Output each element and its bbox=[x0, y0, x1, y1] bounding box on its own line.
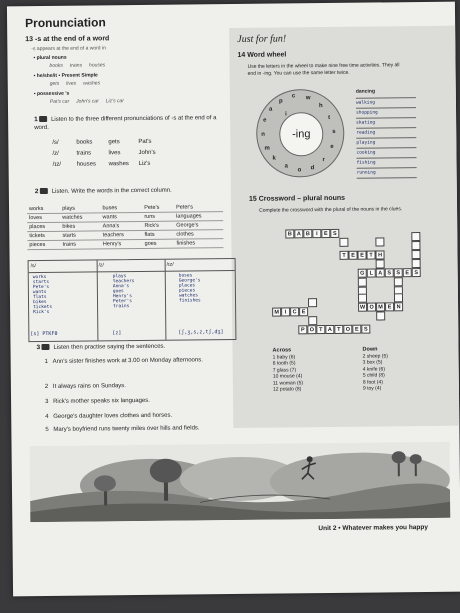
wheel-center: -ing bbox=[279, 112, 323, 156]
crossword-cell[interactable]: P bbox=[298, 325, 307, 334]
word-table bbox=[27, 203, 223, 250]
word: books bbox=[76, 139, 93, 146]
sentence-3 bbox=[45, 396, 230, 406]
table-cell: flats bbox=[142, 230, 174, 239]
present-simple-label: • he/she/it • Present Simple bbox=[33, 72, 98, 80]
section-14-title: 14 Word wheel bbox=[237, 51, 287, 59]
crossword-cell[interactable]: S bbox=[385, 268, 394, 277]
across-clues bbox=[273, 347, 353, 393]
section-13-heading bbox=[25, 35, 109, 43]
table-cell: Anna's bbox=[101, 221, 143, 230]
plural-nouns-label: • plural nouns bbox=[33, 54, 67, 62]
crossword-cell-blank[interactable] bbox=[375, 237, 384, 246]
crossword-cell[interactable]: N bbox=[394, 302, 403, 311]
clue: 5 child (8) bbox=[362, 372, 385, 379]
hand-word: Anna's bbox=[112, 283, 130, 289]
exercise-2-instruction bbox=[35, 186, 230, 196]
hand-word: Henry's bbox=[112, 293, 132, 299]
crossword-cell[interactable]: E bbox=[349, 251, 358, 260]
crossword-cell[interactable]: A bbox=[376, 268, 385, 277]
hand-note-s: [s] PTKFθ bbox=[30, 330, 58, 338]
crossword-cell[interactable]: C bbox=[290, 307, 299, 316]
crossword-cell[interactable]: S bbox=[412, 268, 421, 277]
crossword-cell-blank[interactable] bbox=[376, 259, 385, 268]
crossword-cell[interactable]: I bbox=[312, 229, 321, 238]
clue: 6 tooth (5) bbox=[272, 360, 296, 367]
down-heading: Down bbox=[362, 346, 378, 353]
crossword-cell-blank[interactable] bbox=[308, 298, 317, 307]
wheel-letter: s bbox=[332, 128, 336, 135]
hand-word: Pete's bbox=[32, 284, 50, 290]
across-heading: Across bbox=[272, 347, 292, 354]
sentence-number: 1 bbox=[44, 358, 49, 365]
possessive-examples bbox=[50, 98, 180, 106]
column-header: /z/ bbox=[97, 260, 165, 272]
crossword-cell-blank[interactable] bbox=[394, 293, 403, 302]
ex1-row-z bbox=[52, 149, 155, 158]
hand-word: tickets bbox=[33, 304, 53, 310]
crossword-cell[interactable]: I bbox=[281, 307, 290, 316]
audio-icon[interactable] bbox=[42, 344, 50, 350]
s13-intro: -s appears at the end of a word in bbox=[31, 45, 106, 53]
crossword-cell[interactable]: A bbox=[294, 229, 303, 238]
word: John's bbox=[138, 149, 156, 156]
crossword-cell[interactable]: G bbox=[358, 269, 367, 278]
example-word: lives bbox=[66, 80, 77, 87]
crossword-cell[interactable]: T bbox=[367, 251, 376, 260]
table-cell: trains bbox=[61, 240, 101, 249]
phoneme: /s/ bbox=[52, 139, 59, 146]
sentence-text: Rick's mother speaks six languages. bbox=[53, 397, 150, 405]
hand-word: watches bbox=[178, 292, 198, 299]
crossword-cell[interactable]: M bbox=[272, 308, 281, 317]
hand-word: Peter's bbox=[112, 298, 133, 304]
present-examples bbox=[50, 80, 170, 88]
answer-line: skating bbox=[356, 118, 416, 129]
clue: 11 woman (5) bbox=[272, 379, 304, 387]
workbook-page bbox=[7, 2, 460, 597]
hand-word: finishes bbox=[178, 297, 201, 304]
crossword-cell[interactable]: O bbox=[343, 325, 352, 334]
wheel-letter: d bbox=[310, 165, 315, 172]
table-cell: loves bbox=[27, 213, 60, 222]
wheel-letter: t bbox=[328, 114, 331, 122]
column-header: /s/ bbox=[29, 260, 97, 272]
ex1-row-s bbox=[52, 138, 151, 147]
wheel-letter: h bbox=[318, 103, 323, 110]
crossword-cell-blank[interactable] bbox=[411, 250, 420, 259]
example-word: Pat's car bbox=[49, 98, 70, 105]
example-word: John's car bbox=[76, 98, 99, 105]
table-cell: wants bbox=[100, 212, 142, 221]
table-cell: languages bbox=[174, 212, 223, 222]
word: trains bbox=[76, 150, 92, 157]
pronunciation-title: Pronunciation bbox=[25, 15, 106, 31]
hand-word: starts bbox=[32, 279, 50, 285]
column-s bbox=[29, 260, 99, 341]
table-cell: goes bbox=[143, 239, 175, 248]
example-word: Liz's car bbox=[105, 98, 124, 105]
clue: 3 box (5) bbox=[362, 359, 383, 366]
example-word: trains bbox=[69, 62, 83, 69]
wheel-letter: i bbox=[285, 111, 287, 118]
example-word: gets bbox=[49, 80, 60, 87]
table-cell: teachers bbox=[101, 230, 143, 239]
word: washes bbox=[108, 161, 129, 168]
table-cell: works bbox=[27, 205, 60, 214]
hand-word: teachers bbox=[112, 278, 135, 284]
clue: 8 foot (4) bbox=[362, 378, 383, 386]
table-cell: Pete's bbox=[142, 204, 174, 213]
table-cell: watches bbox=[60, 213, 100, 222]
section-14-text: Use the letters in the wheel to make nine free time activities. They all end in -ing. You can use the same letter twice. bbox=[247, 62, 400, 77]
hand-word: pieces bbox=[178, 287, 196, 294]
table-cell: starts bbox=[60, 231, 100, 240]
exercise-2-number: 2 bbox=[34, 188, 39, 196]
table-cell: bikes bbox=[60, 222, 100, 231]
just-for-fun-title: Just for fun! bbox=[237, 33, 287, 45]
crossword-cell[interactable]: T bbox=[334, 325, 343, 334]
crossword-cell[interactable]: W bbox=[358, 303, 367, 312]
crossword-cell-blank[interactable] bbox=[412, 259, 421, 268]
word: gets bbox=[108, 139, 120, 146]
column-z bbox=[97, 260, 167, 341]
wheel-letter: a bbox=[268, 106, 273, 113]
crossword-cell[interactable]: O bbox=[367, 303, 376, 312]
hand-word: goes bbox=[112, 288, 124, 294]
crossword-cell[interactable]: S bbox=[330, 229, 339, 238]
audio-icon[interactable] bbox=[39, 116, 47, 122]
page-footer: Unit 2 • Whatever makes you happy bbox=[318, 523, 429, 533]
example-answer: dancing bbox=[356, 88, 416, 99]
wheel-letter: n bbox=[261, 131, 265, 138]
example-word: houses bbox=[88, 62, 106, 69]
answer-line: playing bbox=[356, 138, 416, 149]
section-15-text: Complete the crossword with the plural of the nouns in the clues. bbox=[259, 206, 403, 214]
audio-icon[interactable] bbox=[40, 188, 48, 194]
clue: 2 sheep (5) bbox=[362, 352, 388, 360]
table-cell: Rick's bbox=[142, 221, 174, 230]
present-label-text: he/she/it • Present Simple bbox=[36, 72, 98, 80]
table-cell: Peter's bbox=[174, 203, 223, 212]
crossword-cell-blank[interactable] bbox=[376, 311, 385, 320]
table-cell: plays bbox=[60, 204, 100, 213]
crossword-cell-blank[interactable] bbox=[339, 238, 348, 247]
table-cell: finishes bbox=[174, 239, 223, 249]
answer-list bbox=[356, 88, 417, 179]
crossword-cell[interactable]: A bbox=[325, 325, 334, 334]
exercise-1-number: 1 bbox=[34, 116, 38, 124]
possessive-label-text: possessive 's bbox=[36, 90, 70, 98]
hand-word: buses bbox=[178, 272, 193, 279]
sentence-2 bbox=[45, 381, 230, 391]
table-row bbox=[27, 239, 223, 250]
crossword-cell[interactable]: E bbox=[352, 325, 361, 334]
answer-line: fishing bbox=[357, 158, 417, 169]
sentence-4 bbox=[45, 411, 230, 421]
wheel-letter: c bbox=[291, 93, 296, 100]
ex1-row-iz bbox=[53, 160, 151, 169]
word: Pat's bbox=[138, 138, 152, 145]
hand-word: Rick's bbox=[33, 309, 50, 315]
sentence-text: Mary's boyfriend runs twenty miles over hills and fields. bbox=[53, 425, 200, 433]
sentence-text: Ann's sister finishes work at 3.00 on Monday afternoons. bbox=[52, 357, 203, 365]
crossword-cell-blank[interactable] bbox=[411, 241, 420, 250]
clue: 7 glass (7) bbox=[272, 366, 297, 374]
clue: 1 baby (6) bbox=[272, 353, 296, 361]
wheel-letter: e bbox=[263, 117, 267, 124]
possessive-label: • possessive 's bbox=[33, 90, 70, 98]
hand-word: plays bbox=[112, 273, 127, 279]
hand-word: flats bbox=[32, 294, 47, 300]
table-cell: buses bbox=[100, 204, 142, 213]
wheel-letter: a bbox=[284, 163, 288, 170]
crossword-cell[interactable]: E bbox=[358, 251, 367, 260]
exercise-2-text: Listen. Write the words in the correct column. bbox=[51, 187, 172, 195]
column-iz bbox=[165, 259, 236, 340]
table-cell: tickets bbox=[27, 231, 60, 240]
hand-word: bikes bbox=[32, 299, 47, 305]
exercise-3-text: Listen then practise saying the sentences. bbox=[53, 343, 166, 351]
crossword-cell[interactable]: L bbox=[367, 269, 376, 278]
crossword-cell[interactable]: S bbox=[361, 325, 370, 334]
word: houses bbox=[76, 161, 96, 168]
table-cell: George's bbox=[174, 221, 223, 231]
hand-word: works bbox=[32, 274, 47, 280]
crossword-cell-blank[interactable] bbox=[394, 277, 403, 286]
handwritten-s-list bbox=[29, 272, 97, 317]
plural-label-text: plural nouns bbox=[36, 54, 67, 62]
wheel-letter: p bbox=[278, 98, 283, 105]
crossword-cell-blank[interactable] bbox=[411, 232, 420, 241]
hand-word: places bbox=[178, 282, 196, 289]
hand-word: trains bbox=[113, 303, 130, 309]
sentence-number: 3 bbox=[45, 398, 49, 405]
answer-line: reading bbox=[356, 128, 416, 139]
answer-line: running bbox=[357, 168, 417, 179]
wheel-letter: m bbox=[264, 145, 270, 152]
hand-word: wants bbox=[32, 289, 47, 295]
crossword-cell[interactable]: B bbox=[303, 229, 312, 238]
sentence-number: 5 bbox=[45, 426, 49, 433]
table-cell: Henry's bbox=[101, 239, 143, 248]
handwritten-iz-list bbox=[165, 270, 235, 305]
crossword-cell[interactable]: T bbox=[340, 251, 349, 260]
word: Liz's bbox=[138, 160, 151, 167]
crossword-cell[interactable]: E bbox=[385, 302, 394, 311]
crossword-cell[interactable]: S bbox=[394, 268, 403, 277]
section-15-title: 15 Crossword – plural nouns bbox=[248, 194, 346, 203]
table-cell: pieces bbox=[27, 240, 60, 249]
crossword-cell[interactable]: M bbox=[376, 302, 385, 311]
sentence-number: 4 bbox=[45, 413, 49, 420]
sentence-1 bbox=[45, 356, 230, 366]
table-cell: places bbox=[27, 222, 60, 231]
handwritten-z-list bbox=[97, 271, 165, 311]
clue: 12 potato (8) bbox=[272, 386, 302, 393]
wheel-letter: o bbox=[297, 167, 302, 174]
crossword-cell[interactable]: E bbox=[299, 307, 308, 316]
answer-line: shopping bbox=[356, 108, 416, 119]
crossword-cell[interactable]: E bbox=[321, 229, 330, 238]
clue: 10 mouse (4) bbox=[272, 373, 303, 380]
example-word: books bbox=[49, 62, 63, 69]
phoneme: /ɪz/ bbox=[52, 161, 62, 168]
clue: 4 knife (6) bbox=[362, 365, 386, 373]
column-header: /ɪz/ bbox=[165, 259, 235, 271]
answer-line: cooking bbox=[356, 148, 416, 159]
table-cell: runs bbox=[142, 212, 174, 221]
exercise-3-number: 3 bbox=[36, 344, 41, 352]
clue: 9 toy (4) bbox=[362, 385, 382, 392]
sentence-text: It always rains on Sundays. bbox=[52, 383, 126, 390]
hand-word: George's bbox=[178, 277, 201, 284]
table-cell: clothes bbox=[174, 230, 223, 240]
crossword-cell[interactable]: H bbox=[376, 250, 385, 259]
exercise-1-text: Listen to the three different pronunciations of -s at the end of a word. bbox=[34, 115, 217, 132]
hand-note-iz: [ʃ,ʒ,s,z,tʃ,dʒ] bbox=[178, 329, 224, 336]
wheel-letter: r bbox=[322, 157, 325, 164]
crossword-cell-blank[interactable] bbox=[358, 278, 367, 287]
landscape-illustration bbox=[30, 442, 451, 522]
wheel-letter: w bbox=[305, 95, 311, 102]
section-13-number: 13 bbox=[25, 36, 34, 44]
wheel-letter: k bbox=[272, 155, 276, 162]
hand-note-z: [z] bbox=[112, 330, 122, 337]
crossword-cell-blank[interactable] bbox=[358, 294, 367, 303]
sentence-text: George's daughter loves clothes and horses. bbox=[53, 412, 173, 420]
section-13-title: -s at the end of a word bbox=[34, 35, 110, 44]
exercise-3-instruction bbox=[36, 343, 165, 352]
crossword-cell[interactable]: T bbox=[316, 325, 325, 334]
wheel-letter: e bbox=[330, 143, 334, 150]
down-clues bbox=[363, 346, 433, 392]
crossword-cell-blank[interactable] bbox=[308, 316, 317, 325]
sentence-5 bbox=[45, 424, 275, 434]
answer-line: walking bbox=[356, 98, 416, 109]
sentence-number: 2 bbox=[44, 383, 49, 390]
plural-examples bbox=[50, 62, 170, 70]
crossword-cell[interactable]: E bbox=[403, 268, 412, 277]
crossword-cell[interactable]: O bbox=[307, 325, 316, 334]
example-word: washes bbox=[83, 80, 101, 87]
exercise-1-instruction bbox=[34, 114, 222, 132]
word: lives bbox=[108, 150, 121, 157]
phoneme: /z/ bbox=[52, 150, 59, 157]
crossword-cell[interactable]: B bbox=[285, 229, 294, 238]
